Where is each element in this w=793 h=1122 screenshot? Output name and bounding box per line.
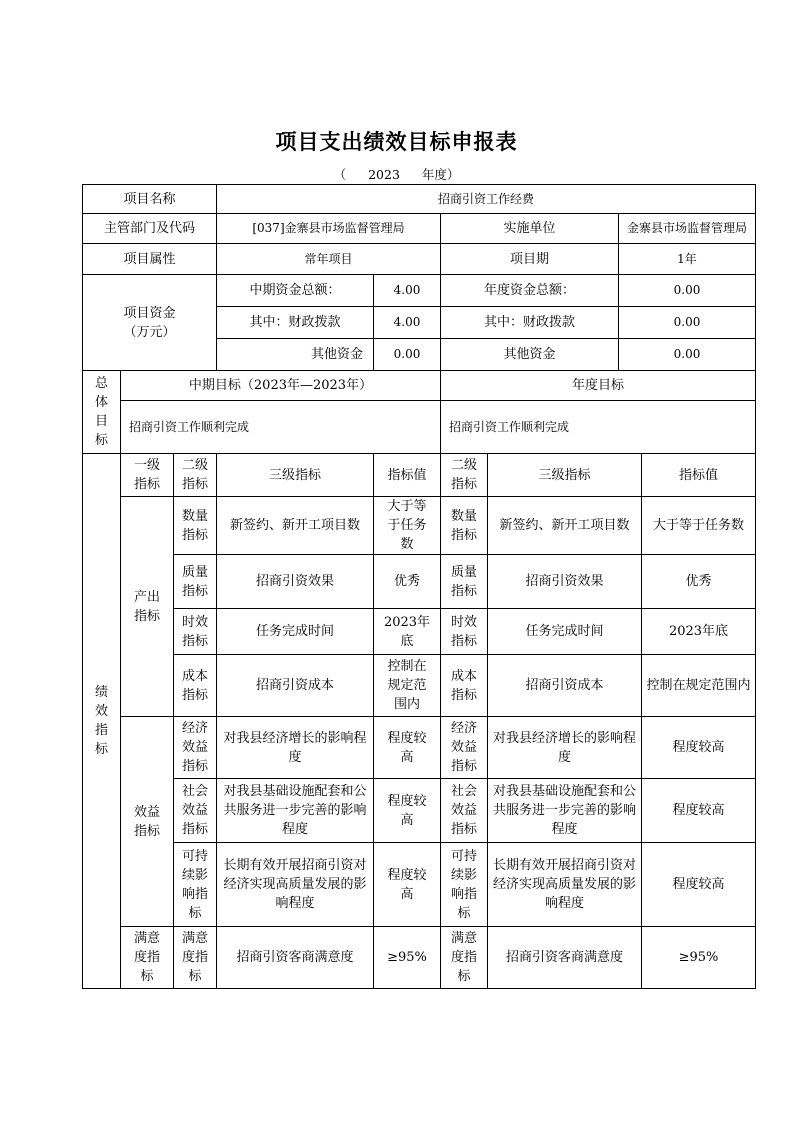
attr [217, 244, 440, 274]
attr-label-text: 项目属性 [123, 251, 176, 267]
row-level2-line: 度指 [181, 950, 208, 965]
row-level3 [217, 843, 373, 926]
mid-total-label [217, 275, 373, 306]
year-row-level3-text: 新签约、新开工项目数 [499, 518, 630, 533]
perf-label-line: 标 [94, 742, 108, 757]
row-value-line: 数 [400, 537, 414, 552]
period-text: 1年 [677, 251, 697, 266]
year-row-level2-line: 度指 [450, 950, 477, 965]
year-level2-header-line: 指标 [450, 477, 477, 492]
mid-fiscal-text: 4.00 [393, 315, 421, 329]
impl-text: 金寨县市场监督管理局 [626, 221, 747, 235]
output-label-line: 产出 [133, 589, 160, 605]
year-row-value [642, 497, 755, 554]
year-row-level2-line: 可持 [450, 848, 477, 864]
row-level2-line: 指标 [181, 687, 208, 703]
year-total-label-text: 年度资金总额： [483, 283, 575, 298]
dept-text: [037]金寨县市场监督管理局 [252, 221, 405, 235]
year-row-value-text: 优秀 [685, 574, 712, 589]
funds-label-line: 项目资金 [123, 305, 176, 321]
page-title: 项目支出绩效目标申报表 [275, 130, 518, 154]
report-year [0, 165, 793, 183]
row-value [374, 927, 440, 988]
year-row-level2 [441, 927, 487, 988]
year-row-level2-line: 时效 [450, 614, 477, 630]
year-row-level2-line: 指标 [450, 822, 477, 837]
project-name-label [83, 185, 216, 213]
year-row-level2-line: 续影 [450, 867, 477, 883]
row-value [374, 843, 440, 926]
row-value-line: 控制在 [387, 659, 427, 674]
year-row-level2 [441, 555, 487, 608]
goals-label-line: 总 [94, 376, 108, 391]
row-level2-line: 标 [188, 969, 202, 984]
level2-header-line: 指标 [181, 477, 208, 492]
value-header [374, 454, 440, 496]
year-row-level2-line: 标 [457, 905, 471, 921]
level3-header-text: 三级指标 [268, 467, 321, 483]
row-level2-line: 满意 [181, 931, 208, 946]
year-row-level2 [441, 717, 487, 778]
mid-total-text: 4.00 [393, 283, 421, 297]
row-level2-line: 标 [188, 905, 202, 921]
row-level2-line: 社会 [181, 784, 208, 799]
row-level2-line: 指标 [181, 822, 208, 837]
period-label [441, 244, 618, 274]
period-label-text: 项目期 [509, 251, 549, 267]
year-row-value [642, 555, 755, 608]
row-level2 [174, 843, 216, 926]
funds-label [83, 275, 216, 370]
dept [217, 214, 440, 243]
year-other-label-text: 其他资金 [503, 347, 556, 362]
year-row-level2-line: 社会 [450, 784, 477, 799]
year-row-level2 [441, 609, 487, 654]
row-level2 [174, 779, 216, 842]
year-other-text: 0.00 [673, 347, 701, 361]
row-level2-line: 指标 [181, 527, 208, 543]
row-level2-line: 效益 [181, 803, 208, 818]
year-row-value-text: 2023年底 [668, 624, 729, 639]
row-level2-line: 时效 [181, 614, 208, 630]
year-level3-header-text: 三级指标 [538, 467, 591, 483]
perf-label-line: 效 [94, 704, 108, 719]
row-level2 [174, 555, 216, 608]
year-value-header-text: 指标值 [678, 467, 718, 483]
year-row-level3-text: 任务完成时间 [525, 624, 604, 639]
year-row-level3 [488, 927, 641, 988]
year-value: 2023 [368, 167, 400, 182]
row-level2-line: 响指 [181, 886, 208, 902]
satisfaction-label-line: 标 [140, 969, 154, 984]
mid-goal-header-text: 中期目标（2023年—2023年） [188, 378, 373, 393]
row-value-line: ≥95% [387, 950, 427, 965]
table-border [755, 184, 756, 989]
year-row-level2 [441, 843, 487, 926]
row-level2-line: 可持 [181, 848, 208, 864]
mid-fiscal-label-text: 其中：财政拨款 [249, 315, 341, 330]
row-level2-line: 指标 [181, 759, 208, 774]
year-row-level3-text: 招商引资效果 [525, 574, 604, 589]
year-row-level3-text: 对我县经济增长的影响程度 [492, 730, 636, 765]
year-fiscal-label-text: 其中：财政拨款 [483, 315, 575, 330]
row-level2-line: 质量 [181, 564, 208, 580]
table-border [82, 988, 756, 989]
year-row-level2-line: 指标 [450, 527, 477, 543]
year-level2-header [441, 454, 487, 496]
row-level3 [217, 717, 373, 778]
project-name-text: 招商引资工作经费 [437, 191, 534, 206]
output-label [121, 497, 173, 716]
row-level2-line: 成本 [181, 668, 208, 684]
year-row-level2 [441, 779, 487, 842]
row-level3 [217, 779, 373, 842]
period [619, 244, 755, 274]
year-fiscal [619, 307, 755, 338]
mid-goal-text [121, 401, 440, 453]
funds-label-line: （万元） [123, 324, 176, 340]
mid-other-text: 0.00 [393, 347, 421, 361]
row-level3-text: 招商引资效果 [255, 574, 334, 589]
impl-label [441, 214, 618, 243]
row-value-line: 程度较 [387, 867, 427, 883]
year-row-value-text: ≥95% [678, 950, 719, 965]
year-value-header [642, 454, 755, 496]
year-goal-header [441, 371, 755, 400]
year-row-level2 [441, 655, 487, 716]
year-row-value-text: 大于等于任务数 [652, 518, 744, 533]
year-row-level2-line: 效益 [450, 803, 477, 818]
row-value-line: 高 [400, 886, 414, 902]
row-value [374, 779, 440, 842]
year-row-value [642, 927, 755, 988]
year-row-level3 [488, 609, 641, 654]
year-total-text: 0.00 [673, 283, 701, 297]
level3-header [217, 454, 373, 496]
satisfaction-label-line: 满意 [133, 931, 160, 946]
satisfaction-label [121, 927, 173, 988]
row-level2-line: 续影 [181, 867, 208, 883]
output-label-line: 指标 [133, 608, 160, 624]
level1-header [121, 454, 173, 496]
mid-other [374, 339, 440, 370]
row-level2 [174, 497, 216, 554]
row-level2 [174, 609, 216, 654]
year-row-level3 [488, 555, 641, 608]
year-level2-header-line: 二级 [450, 458, 477, 473]
year-row-value [642, 655, 755, 716]
row-value [374, 555, 440, 608]
satisfaction-label-line: 度指 [133, 950, 160, 965]
impl-label-text: 实施单位 [503, 221, 556, 236]
year-other-label [441, 339, 618, 370]
goals-label [83, 371, 120, 453]
mid-goal-header [121, 371, 440, 400]
row-value-line: 优秀 [393, 574, 420, 589]
year-row-level3 [488, 497, 641, 554]
year-row-level2-line: 指标 [450, 687, 477, 703]
row-value-line: 程度较 [387, 730, 427, 746]
row-value-line: 程度较 [387, 793, 427, 809]
row-value-line: 底 [400, 633, 414, 649]
level1-header-line: 一级 [133, 458, 160, 473]
row-value-line: 高 [400, 749, 414, 765]
year-row-value-text: 程度较高 [672, 740, 725, 755]
mid-goal-text-text: 招商引资工作顺利完成 [129, 419, 250, 434]
level1-header-line: 指标 [133, 477, 160, 492]
row-level3 [217, 609, 373, 654]
row-level2-line: 效益 [181, 740, 208, 755]
row-value [374, 609, 440, 654]
year-row-value [642, 843, 755, 926]
row-level3-text: 招商引资客商满意度 [236, 950, 354, 965]
year-row-level3 [488, 717, 641, 778]
year-row-level2-line: 经济 [450, 721, 477, 736]
row-level3 [217, 655, 373, 716]
benefit-label-line: 指标 [133, 823, 160, 839]
year-row-level3-text: 招商引资客商满意度 [505, 950, 623, 965]
year-total-label [441, 275, 618, 306]
dept-label-text: 主管部门及代码 [103, 221, 195, 236]
row-level2-line: 数量 [181, 508, 208, 524]
mid-fiscal-label [217, 307, 373, 338]
impl [619, 214, 755, 243]
year-total [619, 275, 755, 306]
row-level3-text: 任务完成时间 [255, 624, 334, 639]
row-value-line: 高 [400, 812, 414, 828]
row-value [374, 717, 440, 778]
row-level3-text: 新签约、新开工项目数 [229, 518, 360, 533]
mid-total-label-text: 中期资金总额： [249, 283, 341, 298]
year-row-level3-text: 长期有效开展招商引资对经济实现高质量发展的影响程度 [492, 858, 636, 911]
project-name [217, 185, 755, 213]
year-row-level2-line: 质量 [450, 564, 477, 580]
year-goal-text-text: 招商引资工作顺利完成 [449, 419, 570, 434]
year-row-level2-line: 数量 [450, 508, 477, 524]
row-level2-line: 指标 [181, 583, 208, 599]
row-value-line: 规定范 [387, 678, 427, 693]
row-level3-text: 对我县基础设施配套和公共服务进一步完善的影响程度 [223, 784, 367, 837]
row-value-line: 围内 [393, 697, 420, 712]
row-value [374, 655, 440, 716]
year-goal-header-text: 年度目标 [571, 378, 624, 393]
year-row-value-text: 控制在规定范围内 [646, 678, 751, 693]
row-value-line: 大于等 [387, 499, 427, 514]
year-row-level2-line: 指标 [450, 633, 477, 649]
year-row-level3 [488, 843, 641, 926]
row-level2 [174, 655, 216, 716]
benefit-label-line: 效益 [133, 804, 160, 820]
level2-header-line: 二级 [181, 458, 208, 473]
year-row-value-text: 程度较高 [672, 803, 725, 818]
row-value [374, 497, 440, 554]
dept-label [83, 214, 216, 243]
year-suffix: 年度） [421, 167, 460, 182]
level2-header [174, 454, 216, 496]
year-row-level2-line: 成本 [450, 668, 477, 684]
attr-text: 常年项目 [304, 251, 353, 266]
row-level2-line: 经济 [181, 721, 208, 736]
year-row-level2 [441, 497, 487, 554]
year-fiscal-label [441, 307, 618, 338]
row-level3 [217, 927, 373, 988]
project-name-label-text: 项目名称 [123, 191, 176, 207]
year-row-level2-line: 满意 [450, 931, 477, 946]
year-prefix: （ [333, 167, 347, 182]
row-level2-line: 指标 [181, 633, 208, 649]
perf-label [83, 454, 120, 988]
row-value-line: 于任务 [387, 518, 427, 533]
mid-other-label [217, 339, 373, 370]
row-level2 [174, 717, 216, 778]
year-row-value [642, 779, 755, 842]
attr-label [83, 244, 216, 274]
year-row-level2-line: 效益 [450, 740, 477, 755]
benefit-label [121, 717, 173, 926]
year-row-level2-line: 指标 [450, 583, 477, 599]
year-fiscal-text: 0.00 [673, 315, 701, 329]
goals-label-line: 标 [94, 433, 108, 448]
year-level3-header [488, 454, 641, 496]
year-row-value [642, 609, 755, 654]
value-header-text: 指标值 [387, 467, 427, 483]
mid-total [374, 275, 440, 306]
row-level3 [217, 497, 373, 554]
row-level2 [174, 927, 216, 988]
year-goal-text [441, 401, 755, 453]
row-level3-text: 对我县经济增长的影响程度 [223, 730, 367, 765]
year-row-level3-text: 对我县基础设施配套和公共服务进一步完善的影响程度 [492, 784, 636, 837]
year-row-level2-line: 响指 [450, 886, 477, 902]
goals-label-line: 目 [94, 414, 108, 429]
perf-label-line: 指 [94, 723, 108, 738]
year-row-level3 [488, 779, 641, 842]
row-value-line: 2023年 [383, 614, 431, 630]
year-row-level3-text: 招商引资成本 [525, 678, 604, 693]
mid-other-label-text: 其他资金 [310, 347, 363, 362]
year-row-value [642, 717, 755, 778]
year-row-level3 [488, 655, 641, 716]
year-other [619, 339, 755, 370]
year-row-value-text: 程度较高 [672, 877, 725, 892]
row-level3-text: 长期有效开展招商引资对经济实现高质量发展的影响程度 [223, 858, 367, 911]
goals-label-line: 体 [94, 395, 108, 410]
year-row-level2-line: 指标 [450, 759, 477, 774]
row-level3-text: 招商引资成本 [255, 678, 334, 693]
mid-fiscal [374, 307, 440, 338]
row-level3 [217, 555, 373, 608]
year-row-level2-line: 标 [457, 969, 471, 984]
perf-label-line: 绩 [94, 685, 108, 700]
